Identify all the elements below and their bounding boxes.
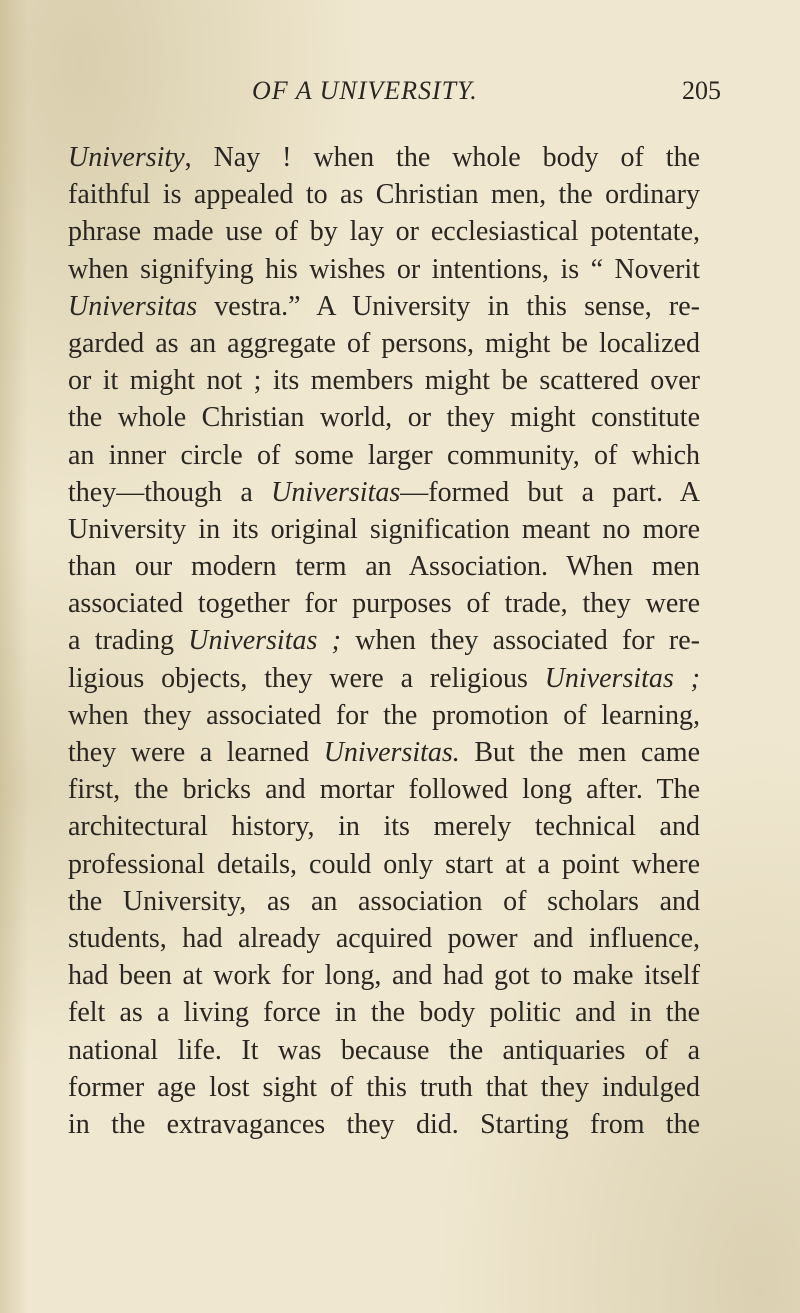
text-segment: than our modern term an Association. When men	[68, 551, 700, 583]
text-line	[68, 139, 700, 176]
text-segment: But the men came	[459, 737, 700, 768]
text-line	[68, 660, 700, 697]
text-segment: they—though a	[68, 476, 272, 508]
text-line	[68, 1069, 700, 1106]
page-number: 205	[682, 76, 721, 105]
text-line	[68, 734, 700, 771]
italic-text-segment: Universitas ;	[188, 625, 341, 657]
text-line	[68, 288, 700, 325]
italic-text-segment: Universitas ;	[544, 662, 700, 694]
text-segment: they were a learned	[68, 737, 324, 768]
running-head	[0, 76, 800, 112]
text-line	[68, 548, 700, 585]
text-segment: —formed but a part. A	[400, 476, 700, 508]
text-segment: national life. It was because the antiquaries of a	[68, 1034, 700, 1066]
text-line	[68, 957, 700, 994]
italic-text-segment: Universitas.	[323, 737, 460, 768]
text-segment: University in its original signification meant no more	[68, 513, 700, 545]
italic-text-segment: Universitas	[68, 290, 198, 322]
text-segment: in the extravagances they did. Starting from the	[68, 1108, 700, 1140]
text-segment: felt as a living force in the body politic and in the	[68, 997, 700, 1029]
text-segment: when they associated for re-	[340, 625, 700, 657]
italic-text-segment: University	[68, 142, 185, 173]
running-title: OF A UNIVERSITY.	[252, 76, 478, 105]
text-segment: ligious objects, they were a religious	[68, 662, 545, 694]
text-line	[68, 585, 700, 622]
text-line	[68, 511, 700, 548]
text-line	[68, 176, 700, 213]
text-segment: the whole Christian world, or they might constitute	[68, 402, 700, 434]
text-segment: garded as an aggregate of persons, might be localized	[68, 327, 700, 359]
text-segment: when signifying his wishes or intentions, is “ Noverit	[68, 253, 700, 285]
text-segment: associated together for purposes of trade, they were	[68, 588, 700, 620]
text-line	[68, 251, 700, 288]
text-segment: professional details, could only start at a point where	[68, 848, 700, 880]
text-line	[68, 437, 700, 474]
text-segment: phrase made use of by lay or ecclesiastical potentate,	[68, 216, 700, 248]
text-segment: a trading	[68, 625, 189, 657]
text-line	[68, 771, 700, 808]
text-line	[68, 1032, 700, 1069]
body-text	[68, 139, 700, 1143]
text-segment: , Nay ! when the whole body of the	[184, 142, 700, 173]
text-line	[68, 808, 700, 845]
text-line	[68, 920, 700, 957]
text-line	[68, 325, 700, 362]
text-line	[68, 1106, 700, 1143]
text-segment: had been at work for long, and had got to make itself	[68, 960, 700, 992]
text-segment: an inner circle of some larger community, of which	[68, 439, 700, 471]
text-segment: students, had already acquired power and influence,	[68, 922, 700, 954]
text-line	[68, 362, 700, 399]
text-line	[68, 697, 700, 734]
text-segment: the University, as an association of scholars and	[68, 885, 700, 917]
text-segment: architectural history, in its merely technical and	[68, 811, 700, 843]
text-line	[68, 474, 700, 511]
text-line	[68, 994, 700, 1031]
text-segment: vestra.” A University in this sense, re-	[197, 290, 700, 322]
text-segment: first, the bricks and mortar followed long after. The	[68, 774, 700, 806]
text-segment: faithful is appealed to as Christian men, the ordinary	[68, 179, 700, 211]
italic-text-segment: Universitas	[271, 476, 401, 508]
text-segment: when they associated for the promotion of learning,	[68, 699, 700, 731]
text-line	[68, 399, 700, 436]
text-line	[68, 622, 700, 659]
text-line	[68, 883, 700, 920]
text-segment: or it might not ; its members might be scattered over	[68, 365, 700, 397]
text-line	[68, 213, 700, 250]
text-line	[68, 846, 700, 883]
text-segment: former age lost sight of this truth that they indulged	[68, 1071, 700, 1103]
